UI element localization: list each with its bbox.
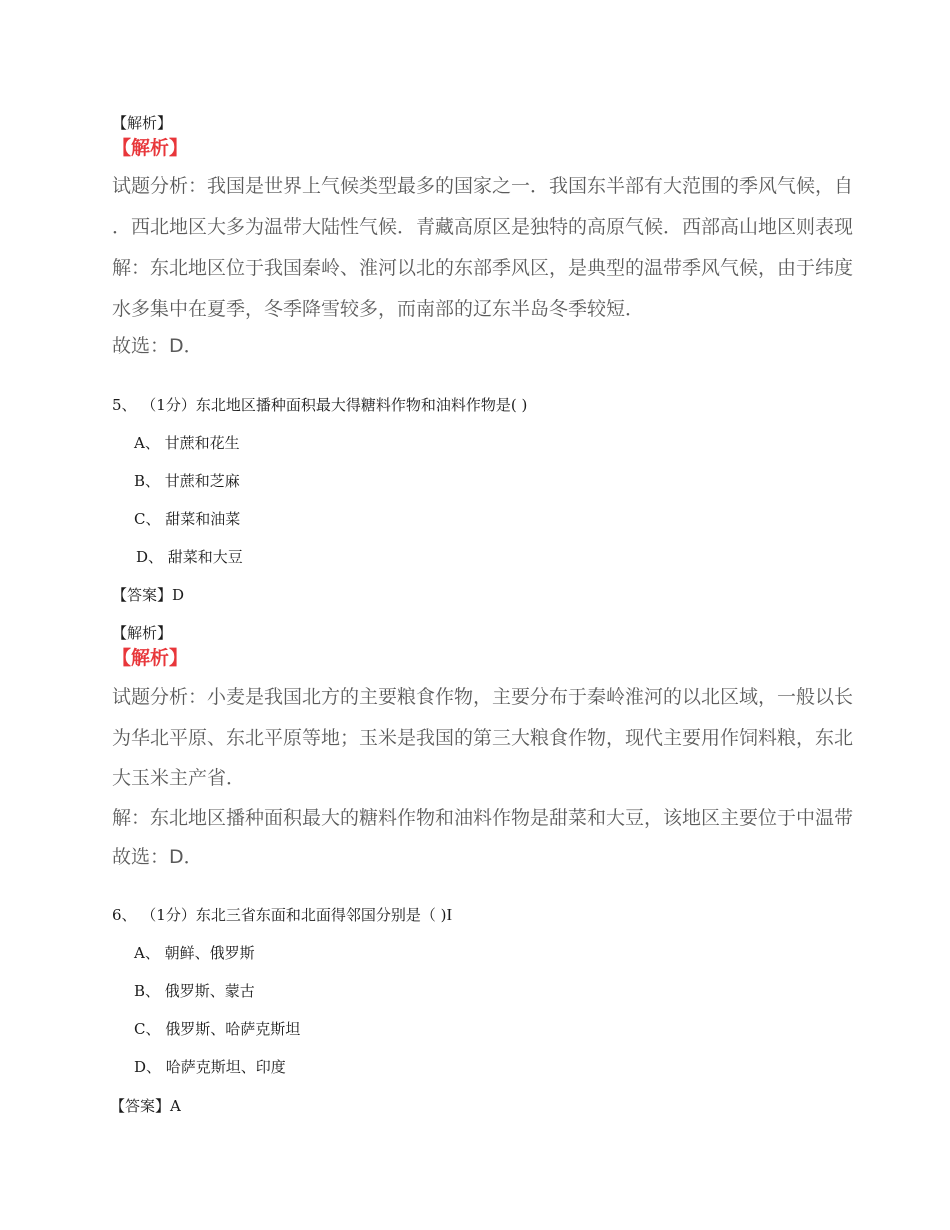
analysis-line: ．西北地区大多为温带大陆性气候．青藏高原区是独特的高原气候．西部高山地区则表现 [112, 216, 854, 238]
answer-label: 【答案】A [110, 1097, 181, 1115]
analysis-line: 大玉米主产省． [112, 767, 246, 789]
analysis-line: 故选：D． [112, 846, 203, 868]
question-option: C、 俄罗斯、哈萨克斯坦 [134, 1020, 301, 1038]
question-option: C、 甜菜和油菜 [134, 510, 241, 528]
question-option: A、 甘蔗和花生 [134, 434, 240, 452]
question-option: B、 甘蔗和芝麻 [134, 472, 240, 490]
analysis-line: 试题分析：我国是世界上气候类型最多的国家之一．我国东半部有大范围的季风气候，自 [112, 175, 854, 197]
analysis-line: 试题分析：小麦是我国北方的主要粮食作物，主要分布于秦岭淮河的以北区域，一般以长 [112, 686, 854, 708]
analysis-line: 解：东北地区位于我国秦岭、淮河以北的东部季风区，是典型的温带季风气候，由于纬度 [112, 257, 854, 279]
question-stem [112, 906, 452, 924]
analysis-tag: 【解析】 [112, 114, 173, 132]
analysis-line: 故选：D． [112, 335, 203, 357]
question-option: D、 甜菜和大豆 [136, 548, 243, 566]
question-stem: 5、 （1分）东北地区播种面积最大得糖料作物和油料作物是( ) [112, 396, 528, 414]
analysis-line: 为华北平原、东北平原等地；玉米是我国的第三大粮食作物，现代主要用作饲料粮，东北 [112, 727, 854, 749]
question-option: B、 俄罗斯、蒙古 [134, 982, 255, 1000]
question-stem-text: 6、 （1分）东北三省东面和北面得邻国分别是（ ) [112, 906, 447, 924]
answer-label: 【答案】D [112, 586, 185, 604]
analysis-tag: 【解析】 [112, 624, 173, 642]
question-option: A、 朝鲜、俄罗斯 [134, 944, 255, 962]
question-option: D、 哈萨克斯坦、印度 [134, 1058, 286, 1076]
scan-artifact: I [446, 905, 453, 924]
analysis-line: 水多集中在夏季，冬季降雪较多，而南部的辽东半岛冬季较短． [112, 298, 645, 320]
analysis-red-heading: 【解析】 [112, 647, 189, 669]
analysis-red-heading: 【解析】 [112, 137, 189, 159]
analysis-line: 解：东北地区播种面积最大的糖料作物和油料作物是甜菜和大豆，该地区主要位于中温带 [112, 807, 854, 829]
